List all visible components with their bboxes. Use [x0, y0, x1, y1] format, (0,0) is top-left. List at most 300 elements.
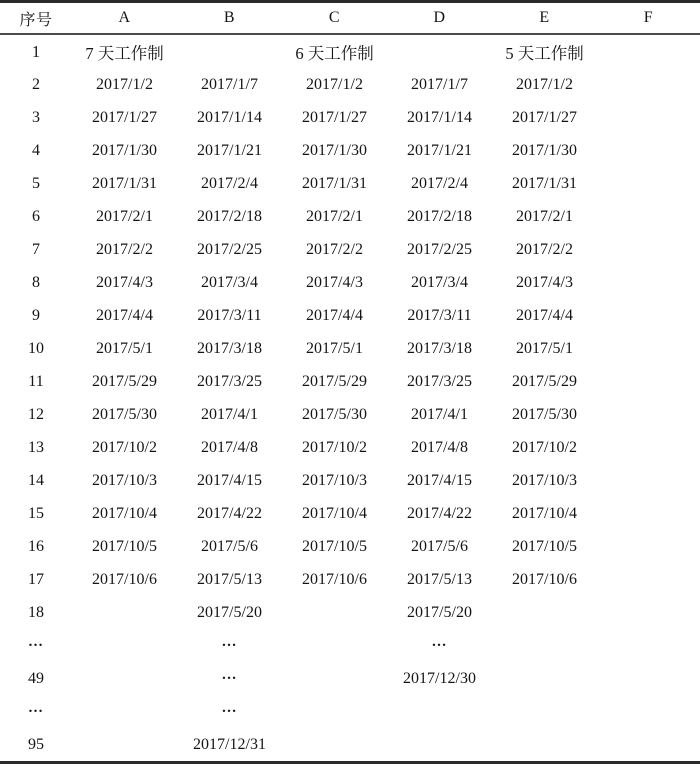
date-cell: [597, 398, 700, 431]
date-cell: [282, 497, 387, 530]
date-cell: [72, 299, 177, 332]
cell-text: 2017/10/4: [92, 504, 157, 522]
date-cell: [72, 497, 177, 530]
table-row: [0, 695, 700, 728]
date-cell: [597, 431, 700, 464]
cell-text: 2017/5/1: [96, 339, 153, 357]
date-cell: [387, 299, 492, 332]
cell-text: 2017/1/30: [302, 141, 367, 159]
date-cell: [492, 134, 597, 167]
row-number-text: 13: [28, 438, 44, 456]
table-row: [0, 167, 700, 200]
row-number-cell: [0, 34, 72, 68]
cell-text: 2017/1/7: [411, 75, 468, 93]
date-cell: [387, 431, 492, 464]
date-cell: [387, 662, 492, 695]
ellipsis-text: …: [221, 666, 238, 683]
date-cell: [282, 233, 387, 266]
cell-text: 2017/5/6: [201, 537, 258, 555]
cell-text: 2017/5/30: [512, 405, 577, 423]
cell-text: 2017/4/22: [407, 504, 472, 522]
cell-text: 2017/1/7: [201, 75, 258, 93]
date-cell: [282, 266, 387, 299]
date-cell: [387, 266, 492, 299]
cell-text: 2017/10/5: [302, 537, 367, 555]
cell-text: 2017/5/29: [92, 372, 157, 390]
date-cell: [597, 167, 700, 200]
date-cell: [597, 134, 700, 167]
date-cell: [282, 596, 387, 629]
row-number-cell: [0, 497, 72, 530]
date-cell: [72, 398, 177, 431]
row-number-text: 16: [28, 537, 44, 555]
date-cell: [177, 662, 282, 695]
date-cell: [177, 431, 282, 464]
table-row: [0, 596, 700, 629]
row-number-text: 2: [32, 75, 40, 93]
date-cell: [177, 629, 282, 662]
cell-text: 2017/1/30: [512, 141, 577, 159]
cell-text: 2017/2/4: [411, 174, 468, 192]
column-header-label: E: [539, 9, 550, 26]
date-cell: [492, 332, 597, 365]
ellipsis-text: …: [28, 699, 44, 716]
cell-text: 2017/2/1: [306, 207, 363, 225]
date-cell: [492, 68, 597, 101]
date-cell: [72, 101, 177, 134]
row-number-cell: [0, 101, 72, 134]
row-number-cell: [0, 695, 72, 728]
date-cell: [492, 530, 597, 563]
date-cell: [387, 629, 492, 662]
table-body: [0, 34, 700, 763]
date-cell: [72, 662, 177, 695]
date-cell: [387, 233, 492, 266]
cell-text: 2017/10/4: [512, 504, 577, 522]
cell-text: 2017/1/31: [302, 174, 367, 192]
cell-text: 2017/3/11: [197, 306, 262, 324]
date-cell: [387, 728, 492, 763]
date-cell: [72, 464, 177, 497]
date-cell: [387, 167, 492, 200]
date-cell: [177, 299, 282, 332]
table-header: [0, 2, 700, 35]
row-number-text: 1: [31, 41, 41, 61]
date-cell: [72, 431, 177, 464]
cell-text: 2017/10/2: [302, 438, 367, 456]
cell-text: 7 天工作制: [85, 43, 164, 63]
cell-text: 2017/2/2: [306, 240, 363, 258]
table-row: [0, 464, 700, 497]
table-row: [0, 398, 700, 431]
cell-text: 2017/3/4: [201, 273, 258, 291]
cell-text: 2017/4/15: [197, 471, 262, 489]
date-cell: [72, 629, 177, 662]
cell-text: 2017/5/30: [92, 405, 157, 423]
cell-text: 2017/2/18: [197, 207, 262, 225]
row-number-text: 5: [32, 174, 40, 192]
cell-text: 2017/2/25: [407, 240, 472, 258]
ellipsis-text: …: [431, 633, 448, 650]
date-cell: [72, 167, 177, 200]
row-number-text: 6: [32, 207, 40, 225]
cell-text: 2017/1/30: [92, 141, 157, 159]
date-cell: [492, 266, 597, 299]
ellipsis-text: …: [28, 633, 44, 650]
cell-text: 2017/1/31: [512, 174, 577, 192]
row-number-text: 18: [28, 603, 44, 621]
date-cell: [387, 332, 492, 365]
date-cell: [72, 233, 177, 266]
date-cell: [177, 233, 282, 266]
cell-text: 2017/4/8: [411, 438, 468, 456]
cell-text: 2017/4/3: [306, 273, 363, 291]
date-cell: [597, 365, 700, 398]
date-cell: [492, 662, 597, 695]
row-number-text: 12: [28, 405, 44, 423]
cell-text: 2017/3/25: [407, 372, 472, 390]
date-cell: [177, 167, 282, 200]
ellipsis-text: …: [221, 633, 238, 650]
date-cell: [387, 101, 492, 134]
cell-text: 2017/1/21: [197, 141, 262, 159]
date-cell: [72, 695, 177, 728]
column-header-label: A: [118, 9, 131, 26]
date-cell: [177, 728, 282, 763]
cell-text: 2017/10/4: [302, 504, 367, 522]
date-cell: [597, 101, 700, 134]
date-cell: [597, 266, 700, 299]
column-header-a: [72, 2, 177, 35]
cell-text: 2017/1/27: [302, 108, 367, 126]
date-cell: [282, 728, 387, 763]
cell-text: 2017/1/27: [512, 108, 577, 126]
cell-text: 2017/3/18: [407, 339, 472, 357]
cell-text: 2017/5/20: [407, 603, 472, 621]
cell-text: 2017/1/2: [306, 75, 363, 93]
cell-text: 2017/4/15: [407, 471, 472, 489]
table-row: [0, 299, 700, 332]
row-number-cell: [0, 464, 72, 497]
row-number-text: 9: [32, 306, 40, 324]
date-cell: [72, 596, 177, 629]
date-cell: [387, 398, 492, 431]
date-cell: [72, 530, 177, 563]
cell-text: 2017/5/13: [197, 570, 262, 588]
table-row: [0, 332, 700, 365]
date-cell: [282, 332, 387, 365]
row-number-text: 4: [32, 141, 40, 159]
date-cell: [72, 34, 177, 68]
date-cell: [72, 266, 177, 299]
cell-text: 2017/1/2: [516, 75, 573, 93]
date-cell: [72, 365, 177, 398]
cell-text: 2017/1/31: [92, 174, 157, 192]
date-cell: [177, 596, 282, 629]
date-cell: [387, 200, 492, 233]
cell-text: 2017/4/1: [411, 405, 468, 423]
column-header-c: [282, 2, 387, 35]
column-header-d: [387, 2, 492, 35]
row-number-cell: [0, 629, 72, 662]
row-number-cell: [0, 662, 72, 695]
date-cell: [492, 299, 597, 332]
cell-text: 2017/10/5: [512, 537, 577, 555]
column-header-label: D: [433, 9, 446, 26]
cell-text: 2017/4/4: [306, 306, 363, 324]
date-cell: [597, 728, 700, 763]
date-cell: [282, 662, 387, 695]
date-cell: [177, 530, 282, 563]
date-cell: [177, 266, 282, 299]
date-cell: [282, 530, 387, 563]
cell-text: 2017/10/6: [302, 570, 367, 588]
row-number-text: 3: [32, 108, 40, 126]
date-cell: [282, 101, 387, 134]
date-cell: [177, 134, 282, 167]
date-cell: [282, 464, 387, 497]
row-number-cell: [0, 200, 72, 233]
cell-text: 2017/4/1: [201, 405, 258, 423]
row-number-text: 7: [32, 240, 40, 258]
row-number-cell: [0, 266, 72, 299]
cell-text: 2017/4/22: [197, 504, 262, 522]
date-cell: [597, 695, 700, 728]
date-cell: [387, 134, 492, 167]
cell-text: 2017/1/27: [92, 108, 157, 126]
date-cell: [492, 233, 597, 266]
date-cell: [387, 464, 492, 497]
date-cell: [492, 563, 597, 596]
date-cell: [597, 662, 700, 695]
row-number-cell: [0, 563, 72, 596]
table-row: [0, 365, 700, 398]
cell-text: 2017/1/21: [407, 141, 472, 159]
date-cell: [492, 167, 597, 200]
row-number-cell: [0, 596, 72, 629]
column-header-seq: [0, 2, 72, 35]
date-cell: [492, 728, 597, 763]
cell-text: 2017/5/13: [407, 570, 472, 588]
row-number-text: 17: [28, 570, 44, 588]
column-header-e: [492, 2, 597, 35]
cell-text: 2017/12/31: [193, 735, 266, 753]
table-row: [0, 68, 700, 101]
row-number-text: 14: [28, 471, 44, 489]
date-cell: [597, 200, 700, 233]
date-cell: [387, 530, 492, 563]
ellipsis-text: …: [221, 699, 238, 716]
cell-text: 2017/4/3: [96, 273, 153, 291]
column-header-b: [177, 2, 282, 35]
date-cell: [282, 68, 387, 101]
cell-text: 2017/2/4: [201, 174, 258, 192]
date-cell: [177, 200, 282, 233]
date-cell: [492, 695, 597, 728]
date-cell: [177, 101, 282, 134]
cell-text: 2017/10/2: [512, 438, 577, 456]
row-number-text: 10: [28, 339, 44, 357]
date-cell: [597, 332, 700, 365]
cell-text: 5 天工作制: [505, 43, 584, 63]
cell-text: 2017/1/14: [197, 108, 262, 126]
date-cell: [282, 134, 387, 167]
cell-text: 2017/3/11: [407, 306, 472, 324]
table-row: [0, 266, 700, 299]
cell-text: 2017/4/3: [516, 273, 573, 291]
cell-text: 2017/10/6: [92, 570, 157, 588]
column-header-f: [597, 2, 700, 35]
table-row: [0, 134, 700, 167]
date-cell: [177, 563, 282, 596]
cell-text: 2017/1/14: [407, 108, 472, 126]
date-cell: [177, 68, 282, 101]
table-row: [0, 530, 700, 563]
date-cell: [492, 34, 597, 68]
row-number-text: 15: [28, 504, 44, 522]
date-cell: [177, 34, 282, 68]
cell-text: 2017/5/1: [516, 339, 573, 357]
date-cell: [72, 134, 177, 167]
date-cell: [597, 34, 700, 68]
row-number-cell: [0, 68, 72, 101]
cell-text: 2017/10/5: [92, 537, 157, 555]
date-cell: [387, 563, 492, 596]
date-cell: [282, 695, 387, 728]
cell-text: 2017/3/18: [197, 339, 262, 357]
date-cell: [492, 497, 597, 530]
row-number-text: 95: [28, 735, 44, 753]
column-header-label: F: [643, 9, 654, 26]
date-cell: [177, 464, 282, 497]
header-row: [0, 2, 700, 35]
row-number-text: 8: [32, 273, 40, 291]
cell-text: 2017/2/18: [407, 207, 472, 225]
date-cell: [72, 200, 177, 233]
cell-text: 2017/2/1: [96, 207, 153, 225]
row-number-cell: [0, 233, 72, 266]
table-row: [0, 101, 700, 134]
row-number-cell: [0, 299, 72, 332]
date-cell: [282, 398, 387, 431]
row-number-cell: [0, 530, 72, 563]
cell-text: 2017/5/29: [302, 372, 367, 390]
date-cell: [282, 365, 387, 398]
column-header-label: 序号: [19, 11, 53, 29]
cell-text: 2017/5/20: [197, 603, 262, 621]
cell-text: 2017/10/2: [92, 438, 157, 456]
date-cell: [597, 464, 700, 497]
date-cell: [597, 497, 700, 530]
date-cell: [387, 695, 492, 728]
row-number-cell: [0, 398, 72, 431]
cell-text: 2017/10/6: [512, 570, 577, 588]
date-cell: [492, 596, 597, 629]
table-row: [0, 563, 700, 596]
date-cell: [282, 431, 387, 464]
cell-text: 2017/3/4: [411, 273, 468, 291]
date-cell: [597, 68, 700, 101]
date-cell: [282, 200, 387, 233]
row-number-cell: [0, 431, 72, 464]
row-number-cell: [0, 365, 72, 398]
table-row: [0, 728, 700, 763]
date-cell: [387, 365, 492, 398]
date-cell: [597, 530, 700, 563]
cell-text: 2017/3/25: [197, 372, 262, 390]
cell-text: 2017/4/4: [96, 306, 153, 324]
date-cell: [72, 332, 177, 365]
cell-text: 2017/2/2: [96, 240, 153, 258]
row-number-cell: [0, 332, 72, 365]
date-cell: [177, 497, 282, 530]
date-cell: [387, 497, 492, 530]
date-cell: [72, 68, 177, 101]
date-cell: [492, 101, 597, 134]
table-row: [0, 662, 700, 695]
date-cell: [597, 563, 700, 596]
cell-text: 6 天工作制: [295, 43, 374, 63]
date-cell: [177, 398, 282, 431]
cell-text: 2017/12/30: [403, 669, 476, 687]
date-cell: [282, 34, 387, 68]
row-number-text: 11: [28, 372, 44, 390]
date-cell: [72, 563, 177, 596]
row-number-cell: [0, 167, 72, 200]
cell-text: 2017/5/1: [306, 339, 363, 357]
date-cell: [282, 563, 387, 596]
date-cell: [492, 365, 597, 398]
cell-text: 2017/5/30: [302, 405, 367, 423]
cell-text: 2017/2/1: [516, 207, 573, 225]
cell-text: 2017/2/2: [516, 240, 573, 258]
date-cell: [282, 167, 387, 200]
cell-text: 2017/4/8: [201, 438, 258, 456]
date-cell: [492, 464, 597, 497]
row-number-cell: [0, 728, 72, 763]
date-cell: [492, 431, 597, 464]
table-row: [0, 497, 700, 530]
date-cell: [282, 299, 387, 332]
table-row: [0, 233, 700, 266]
date-cell: [177, 365, 282, 398]
column-header-label: B: [223, 9, 236, 26]
date-cell: [282, 629, 387, 662]
date-cell: [597, 629, 700, 662]
date-cell: [492, 200, 597, 233]
date-cell: [597, 596, 700, 629]
date-cell: [387, 34, 492, 68]
table-row: [0, 34, 700, 68]
table-row: [0, 431, 700, 464]
cell-text: 2017/10/3: [302, 471, 367, 489]
date-cell: [492, 629, 597, 662]
date-cell: [597, 299, 700, 332]
date-cell: [177, 695, 282, 728]
date-cell: [72, 728, 177, 763]
date-cell: [387, 596, 492, 629]
cell-text: 2017/1/2: [96, 75, 153, 93]
table-row: [0, 629, 700, 662]
cell-text: 2017/2/25: [197, 240, 262, 258]
date-cell: [492, 398, 597, 431]
cell-text: 2017/10/3: [92, 471, 157, 489]
cell-text: 2017/5/29: [512, 372, 577, 390]
date-cell: [177, 332, 282, 365]
row-number-cell: [0, 134, 72, 167]
table-row: [0, 200, 700, 233]
date-cell: [597, 233, 700, 266]
